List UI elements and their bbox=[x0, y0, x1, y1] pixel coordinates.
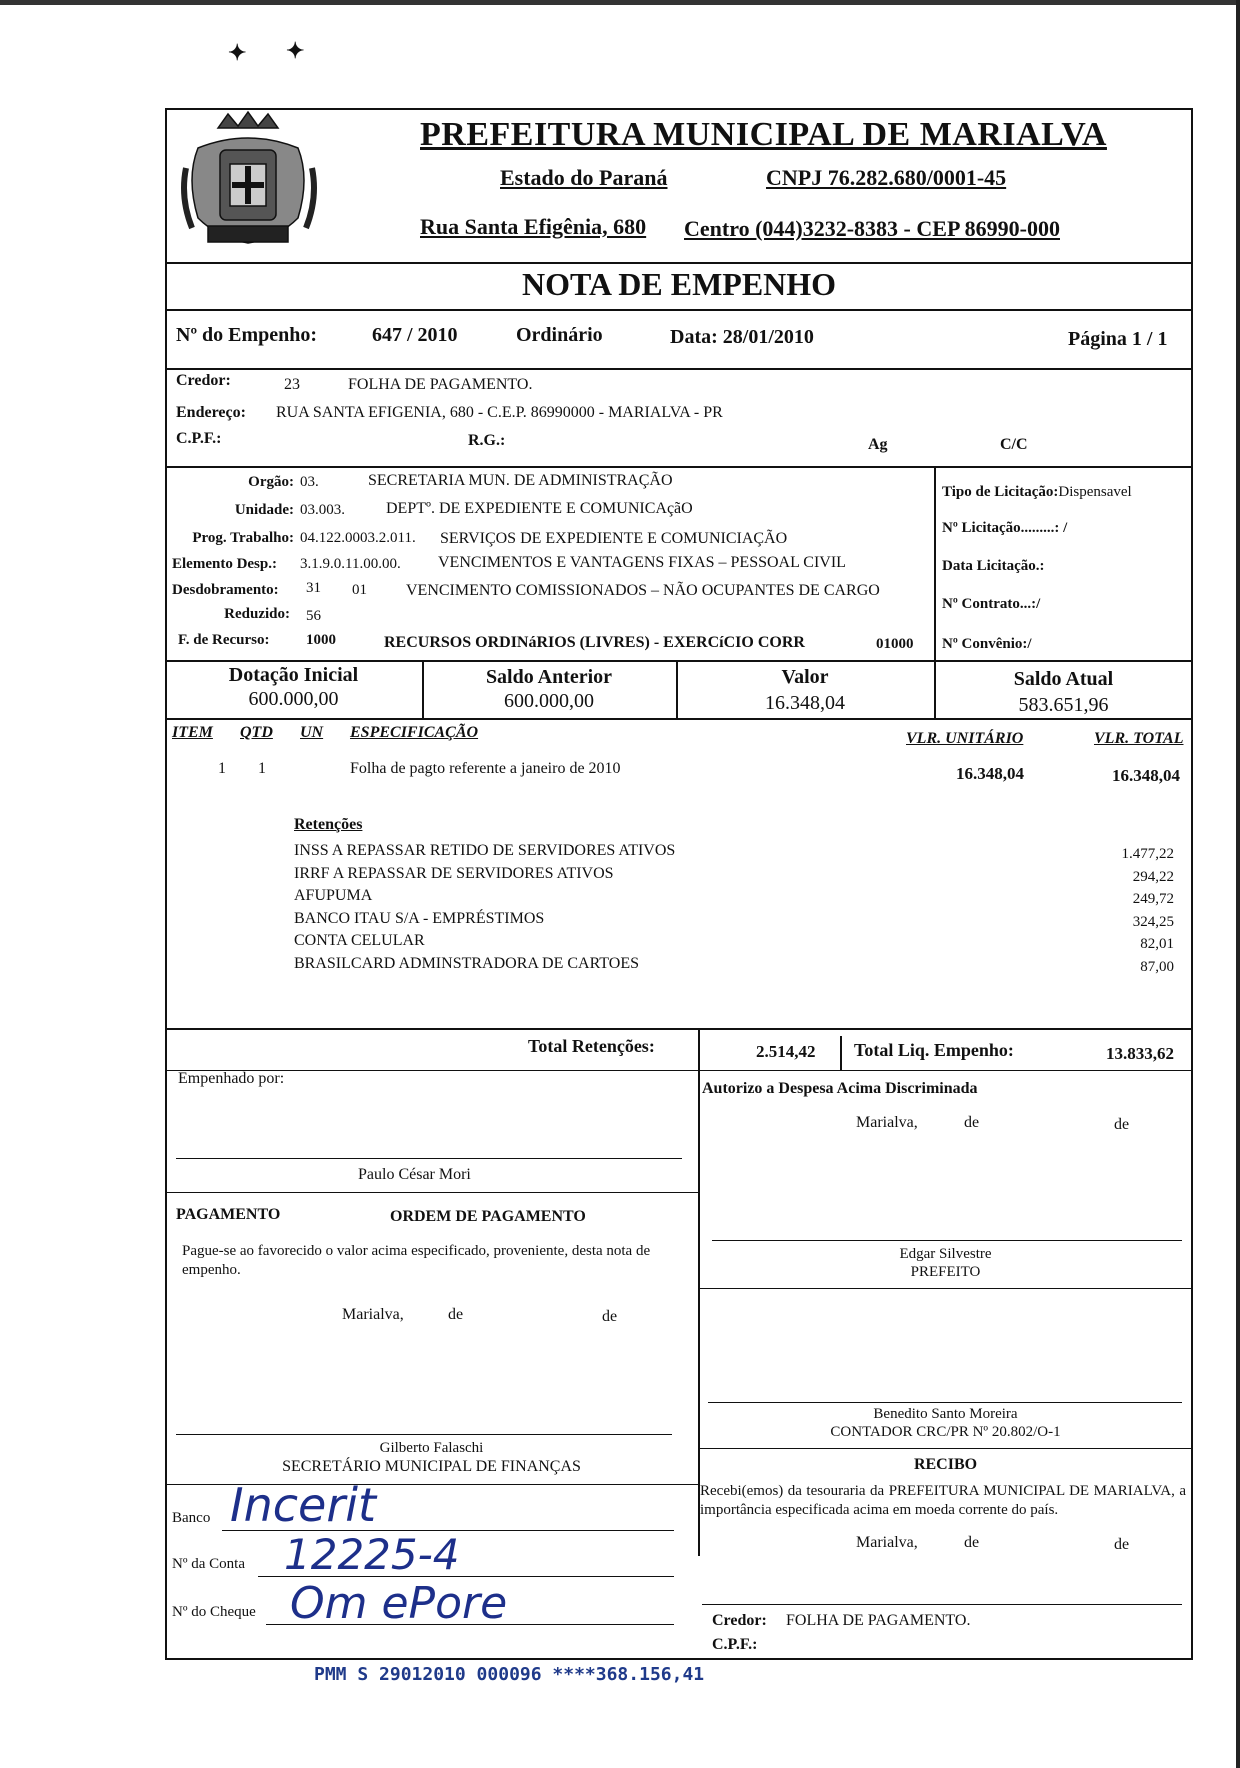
de-label: de bbox=[448, 1306, 464, 1323]
credor-address: RUA SANTA EFIGENIA, 680 - C.E.P. 86990000 - MARIALVA - PR bbox=[276, 404, 723, 421]
cheque-handwriting: Om ePore bbox=[290, 1578, 508, 1629]
orgao-code: 03. bbox=[300, 474, 319, 490]
saldo-atual-value: 583.651,96 bbox=[1018, 694, 1109, 716]
total-liquido-label: Total Liq. Empenho: bbox=[854, 1040, 1014, 1060]
signature-line bbox=[176, 1434, 672, 1435]
col-spec: ESPECIFICAÇÃO bbox=[350, 724, 479, 741]
recibo-cpf-label: C.P.F.: bbox=[712, 1636, 758, 1653]
elemento-code: 3.1.9.0.11.00.00. bbox=[300, 556, 401, 572]
recibo-credor-name: FOLHA DE PAGAMENTO. bbox=[786, 1612, 971, 1629]
recibo-credor-label: Credor: bbox=[712, 1612, 767, 1629]
divider bbox=[165, 1070, 1193, 1071]
prog-label: Prog. Trabalho: bbox=[192, 530, 294, 546]
col-qtd: QTD bbox=[240, 724, 273, 741]
divider bbox=[165, 660, 1193, 662]
retencao-desc: CONTA CELULAR bbox=[294, 932, 425, 950]
retencao-row bbox=[294, 842, 1174, 864]
recurso-name: RECURSOS ORDINáRIOS (LIVRES) - EXERCíCIO CORR bbox=[384, 634, 805, 651]
retencao-desc: IRRF A REPASSAR DE SERVIDORES ATIVOS bbox=[294, 864, 614, 882]
licitacao-type-label: Tipo de Licitação:Dispensavel bbox=[942, 484, 1132, 500]
scan-artifact: ✦ bbox=[286, 38, 305, 63]
unidade-code: 03.003. bbox=[300, 502, 345, 518]
retencao-row bbox=[294, 865, 1174, 887]
secretario-name: Gilberto Falaschi bbox=[379, 1440, 484, 1456]
district-phone-cep: Centro (044)3232-8383 - CEP 86990-000 bbox=[684, 216, 1060, 241]
empenho-type: Ordinário bbox=[516, 324, 603, 346]
mechanical-stamp: PMM S 29012010 000096 ****368.156,41 bbox=[314, 1664, 705, 1685]
reduzido-value: 56 bbox=[306, 608, 321, 624]
desdobramento-code: 31 bbox=[306, 580, 321, 596]
ordem-pagamento-label: ORDEM DE PAGAMENTO bbox=[390, 1208, 586, 1225]
valor-value: 16.348,04 bbox=[765, 692, 845, 714]
convenio-number: Nº Convênio:/ bbox=[942, 636, 1032, 652]
divider bbox=[165, 368, 1193, 370]
retencao-value: 249,72 bbox=[1132, 891, 1174, 908]
retencao-desc: INSS A REPASSAR RETIDO DE SERVIDORES ATIVOS bbox=[294, 842, 676, 859]
retencao-value: 294,22 bbox=[1132, 868, 1174, 885]
page-title: PREFEITURA MUNICIPAL DE MARIALVA bbox=[420, 116, 1107, 153]
recurso-sub: 01000 bbox=[876, 636, 914, 652]
state-name: Estado do Paraná bbox=[500, 165, 668, 190]
document-title: NOTA DE EMPENHO bbox=[521, 266, 837, 302]
retencao-row bbox=[294, 955, 1174, 977]
item-spec: Folha de pagto referente a janeiro de 2010 bbox=[350, 760, 621, 777]
de-label: de bbox=[1114, 1536, 1130, 1553]
scan-edge-top bbox=[0, 0, 1240, 5]
empenhado-por-label: Empenhado por: bbox=[178, 1070, 285, 1087]
de-label: de bbox=[964, 1534, 980, 1551]
prefeito-name: Edgar Silvestre bbox=[899, 1246, 992, 1262]
credor-label: Credor: bbox=[176, 372, 231, 389]
retencoes-title: Retenções bbox=[294, 816, 363, 833]
autorizo-label: Autorizo a Despesa Acima Discriminada bbox=[702, 1080, 978, 1097]
saldo-anterior-label: Saldo Anterior bbox=[485, 666, 613, 688]
retencao-value: 324,25 bbox=[1132, 913, 1174, 930]
orgao-name: SECRETARIA MUN. DE ADMINISTRAÇÃO bbox=[368, 472, 673, 489]
signature-line bbox=[712, 1240, 1182, 1241]
marialva-label: Marialva, bbox=[342, 1306, 404, 1323]
coat-of-arms-icon bbox=[178, 108, 320, 258]
elemento-label: Elemento Desp.: bbox=[172, 556, 277, 572]
elemento-name: VENCIMENTOS E VANTAGENS FIXAS – PESSOAL CIVIL bbox=[438, 554, 846, 571]
retencao-value: 87,00 bbox=[1140, 959, 1174, 975]
total-liquido-value: 13.833,62 bbox=[1106, 1044, 1174, 1063]
contador-title: CONTADOR CRC/PR Nº 20.802/O-1 bbox=[830, 1424, 1061, 1440]
conta-label: Nº da Conta bbox=[172, 1556, 245, 1572]
street-address: Rua Santa Efigênia, 680 bbox=[420, 214, 647, 239]
divider bbox=[165, 466, 1193, 468]
col-item: ITEM bbox=[172, 724, 213, 741]
cnpj-number: CNPJ 76.282.680/0001-45 bbox=[766, 165, 1007, 190]
desdobramento-name: VENCIMENTO COMISSIONADOS – NÃO OCUPANTES DE CARGO bbox=[406, 582, 880, 599]
banco-handwriting: Incerit bbox=[230, 1478, 377, 1532]
empenhado-por-name: Paulo César Mori bbox=[358, 1166, 471, 1183]
scan-edge-right bbox=[1236, 0, 1240, 1768]
dotacao-value: 600.000,00 bbox=[248, 688, 339, 710]
col-unit-value: VLR. UNITÁRIO bbox=[906, 730, 1024, 747]
cpf-label: C.P.F.: bbox=[176, 430, 222, 447]
retencao-row bbox=[294, 910, 1174, 932]
recurso-code: 1000 bbox=[306, 632, 336, 648]
divider bbox=[165, 1192, 698, 1193]
total-retencoes-value: 2.514,42 bbox=[756, 1042, 816, 1061]
retencao-value: 82,01 bbox=[1140, 936, 1174, 953]
page-number: Página 1 / 1 bbox=[1068, 328, 1168, 350]
total-retencoes-label: Total Retenções: bbox=[528, 1036, 655, 1056]
divider bbox=[165, 718, 1193, 720]
divider bbox=[165, 1028, 1193, 1030]
signature-line bbox=[176, 1158, 682, 1159]
prefeito-title: PREFEITO bbox=[910, 1264, 981, 1280]
item-total-value: 16.348,04 bbox=[1112, 766, 1180, 785]
de-label: de bbox=[964, 1114, 980, 1131]
pagamento-label: PAGAMENTO bbox=[176, 1206, 281, 1223]
desdobramento-sub: 01 bbox=[352, 582, 367, 598]
item-number: 1 bbox=[218, 760, 226, 777]
ag-label: Ag bbox=[868, 436, 888, 453]
licitacao-number: Nº Licitação.........: / bbox=[942, 520, 1068, 536]
credor-code: 23 bbox=[284, 376, 300, 393]
prog-code: 04.122.0003.2.011. bbox=[300, 530, 416, 546]
recibo-text: Recebi(emos) da tesouraria da PREFEITURA MUNICIPAL DE MARIALVA, a importância especificada acima em moeda corrente do país. bbox=[700, 1483, 1186, 1518]
marialva-label: Marialva, bbox=[856, 1114, 918, 1131]
contrato-number: Nº Contrato...:/ bbox=[942, 596, 1041, 612]
valor-label: Valor bbox=[781, 666, 829, 688]
licitacao-date: Data Licitação.: bbox=[942, 558, 1045, 574]
divider bbox=[698, 1288, 1193, 1289]
secretario-title: SECRETÁRIO MUNICIPAL DE FINANÇAS bbox=[282, 1458, 581, 1475]
de-label: de bbox=[1114, 1116, 1130, 1133]
retencao-desc: BANCO ITAU S/A - EMPRÉSTIMOS bbox=[294, 909, 545, 927]
prog-name: SERVIÇOS DE EXPEDIENTE E COMUNICIAÇÃO bbox=[440, 530, 788, 547]
column-divider bbox=[698, 1028, 700, 1556]
empenho-number: 647 / 2010 bbox=[372, 324, 458, 346]
unidade-name: DEPTº. DE EXPEDIENTE E COMUNICAçãO bbox=[386, 500, 693, 517]
orgao-label: Orgão: bbox=[248, 474, 294, 490]
de-label: de bbox=[602, 1308, 618, 1325]
signature-line bbox=[702, 1604, 1182, 1605]
address-label: Endereço: bbox=[176, 404, 246, 421]
col-un: UN bbox=[300, 724, 324, 741]
retencao-row bbox=[294, 887, 1174, 909]
marialva-label: Marialva, bbox=[856, 1534, 918, 1551]
recibo-title: RECIBO bbox=[913, 1456, 978, 1473]
contador-name: Benedito Santo Moreira bbox=[873, 1406, 1018, 1422]
saldo-anterior-value: 600.000,00 bbox=[504, 690, 594, 712]
column-divider bbox=[934, 466, 936, 660]
divider bbox=[698, 1448, 1193, 1449]
empenho-date: Data: 28/01/2010 bbox=[670, 326, 814, 348]
retencao-row bbox=[294, 932, 1174, 954]
retencao-value: 1.477,22 bbox=[1121, 846, 1174, 862]
retencao-desc: AFUPUMA bbox=[294, 887, 373, 905]
col-total-value: VLR. TOTAL bbox=[1094, 730, 1184, 747]
item-qtd: 1 bbox=[258, 760, 266, 777]
divider bbox=[165, 309, 1193, 311]
item-unit-value: 16.348,04 bbox=[956, 764, 1024, 783]
desdobramento-label: Desdobramento: bbox=[172, 582, 279, 598]
signature-line bbox=[708, 1402, 1182, 1403]
cheque-label: Nº do Cheque bbox=[172, 1604, 256, 1620]
rg-label: R.G.: bbox=[468, 432, 506, 449]
recurso-label: F. de Recurso: bbox=[178, 632, 270, 648]
retencao-desc: BRASILCARD ADMINSTRADORA DE CARTOES bbox=[294, 955, 640, 972]
reduzido-label: Reduzido: bbox=[224, 606, 290, 622]
unidade-label: Unidade: bbox=[234, 502, 294, 518]
dotacao-label: Dotação Inicial bbox=[228, 664, 359, 686]
banco-label: Banco bbox=[172, 1510, 211, 1526]
pague-se-text: Pague-se ao favorecido o valor acima especificado, proveniente, desta nota de empenho. bbox=[182, 1243, 651, 1278]
cc-label: C/C bbox=[1000, 436, 1028, 453]
saldo-atual-label: Saldo Atual bbox=[1013, 668, 1114, 690]
empenho-number-label: Nº do Empenho: bbox=[176, 324, 318, 346]
conta-handwriting: 12225-4 bbox=[284, 1530, 460, 1579]
column-divider bbox=[840, 1036, 842, 1070]
credor-name: FOLHA DE PAGAMENTO. bbox=[348, 376, 533, 393]
scan-artifact: ✦ bbox=[228, 40, 247, 65]
